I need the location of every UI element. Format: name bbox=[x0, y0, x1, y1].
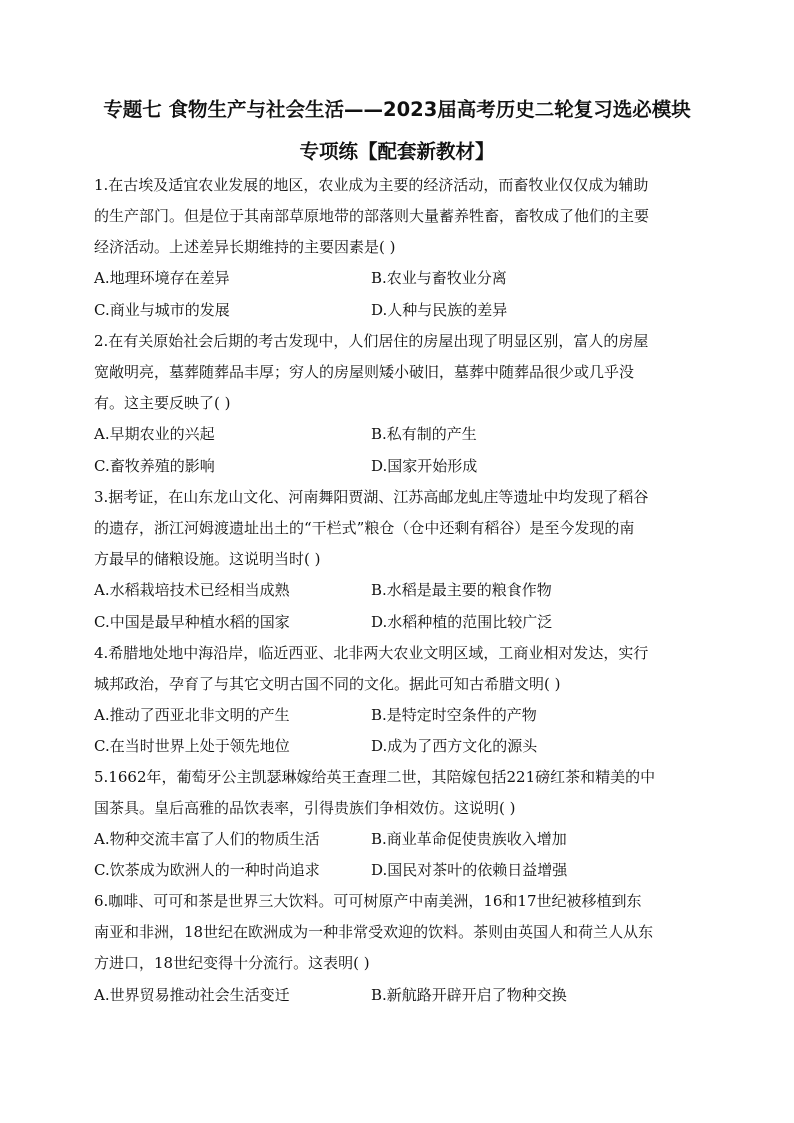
question-2-option-c: C.畜牧养殖的影响 bbox=[94, 457, 215, 475]
question-5-option-b: B.商业革命促使贵族收入增加 bbox=[371, 830, 567, 848]
question-4-option-d: D.成为了西方文化的源头 bbox=[371, 737, 538, 755]
question-3-option-a: A.水稻栽培技术已经相当成熟 bbox=[94, 581, 290, 599]
question-4-option-c: C.在当时世界上处于领先地位 bbox=[94, 737, 290, 755]
question-5-option-d: D.国民对茶叶的依赖日益增强 bbox=[371, 861, 568, 879]
question-3-option-b: B.水稻是最主要的粮食作物 bbox=[371, 581, 552, 599]
question-3-stem-line-1: 3.据考证，在山东龙山文化、河南舞阳贾湖、江苏高邮龙虬庄等遗址中均发现了稻谷 bbox=[94, 488, 649, 506]
question-6-option-b: B.新航路开辟开启了物种交换 bbox=[371, 986, 567, 1004]
question-6-option-a: A.世界贸易推动社会生活变迁 bbox=[94, 986, 290, 1004]
question-4-stem-line-1: 4.希腊地处地中海沿岸，临近西亚、北非两大农业文明区域，工商业相对发达，实行 bbox=[94, 644, 649, 662]
question-1-option-a: A.地理环境存在差异 bbox=[94, 269, 230, 287]
question-5-stem-line-1: 5.1662年，葡萄牙公主凯瑟琳嫁给英王查理二世，其陪嫁包括221磅红茶和精美的中 bbox=[94, 768, 656, 786]
page-title-line-2: 专项练【配套新教材】 bbox=[299, 140, 495, 163]
question-4-option-a: A.推动了西亚北非文明的产生 bbox=[94, 706, 290, 724]
question-5-stem-line-2: 国茶具。皇后高雅的品饮表率，引得贵族们争相效仿。这说明( ) bbox=[94, 799, 516, 817]
question-5-option-c: C.饮茶成为欧洲人的一种时尚追求 bbox=[94, 861, 320, 879]
question-5-option-a: A.物种交流丰富了人们的物质生活 bbox=[94, 830, 320, 848]
question-3-stem-line-2: 的遗存，浙江河姆渡遗址出土的“干栏式”粮仓（仓中还剩有稻谷）是至今发现的南 bbox=[94, 519, 635, 537]
question-3-stem-line-3: 方最早的储粮设施。这说明当时( ) bbox=[94, 550, 321, 568]
question-4-stem-line-2: 城邦政治，孕育了与其它文明古国不同的文化。据此可知古希腊文明( ) bbox=[94, 675, 561, 693]
page-title-line-1: 专题七 食物生产与社会生活——2023届高考历史二轮复习选必模块 bbox=[103, 98, 691, 121]
question-2-option-a: A.早期农业的兴起 bbox=[94, 425, 215, 443]
question-2-stem-line-2: 宽敞明亮，墓葬随葬品丰厚；穷人的房屋则矮小破旧，墓葬中随葬品很少或几乎没 bbox=[94, 363, 635, 381]
question-6-stem-line-1: 6.咖啡、可可和茶是世界三大饮料。可可树原产中南美洲，16和17世纪被移植到东 bbox=[94, 892, 642, 910]
question-2-stem-line-3: 有。这主要反映了( ) bbox=[94, 394, 231, 412]
question-1-stem-line-3: 经济活动。上述差异长期维持的主要因素是( ) bbox=[94, 238, 396, 256]
question-2-option-b: B.私有制的产生 bbox=[371, 425, 477, 443]
question-1-option-c: C.商业与城市的发展 bbox=[94, 301, 230, 319]
question-2-option-d: D.国家开始形成 bbox=[371, 457, 478, 475]
question-6-stem-line-3: 方进口，18世纪变得十分流行。这表明( ) bbox=[94, 954, 370, 972]
question-1-option-d: D.人种与民族的差异 bbox=[371, 301, 508, 319]
question-1-stem-line-2: 的生产部门。但是位于其南部草原地带的部落则大量蓄养牲畜，畜牧成了他们的主要 bbox=[94, 207, 650, 225]
question-4-option-b: B.是特定时空条件的产物 bbox=[371, 706, 537, 724]
question-6-stem-line-2: 南亚和非洲，18世纪在欧洲成为一种非常受欢迎的饮料。茶则由英国人和荷兰人从东 bbox=[94, 923, 654, 941]
question-1-stem-line-1: 1.在古埃及适宜农业发展的地区，农业成为主要的经济活动，而畜牧业仅仅成为辅助 bbox=[94, 176, 649, 194]
question-3-option-d: D.水稻种植的范围比较广泛 bbox=[371, 613, 553, 631]
question-3-option-c: C.中国是最早种植水稻的国家 bbox=[94, 613, 290, 631]
question-1-option-b: B.农业与畜牧业分离 bbox=[371, 269, 507, 287]
question-2-stem-line-1: 2.在有关原始社会后期的考古发现中，人们居住的房屋出现了明显区别，富人的房屋 bbox=[94, 332, 649, 350]
